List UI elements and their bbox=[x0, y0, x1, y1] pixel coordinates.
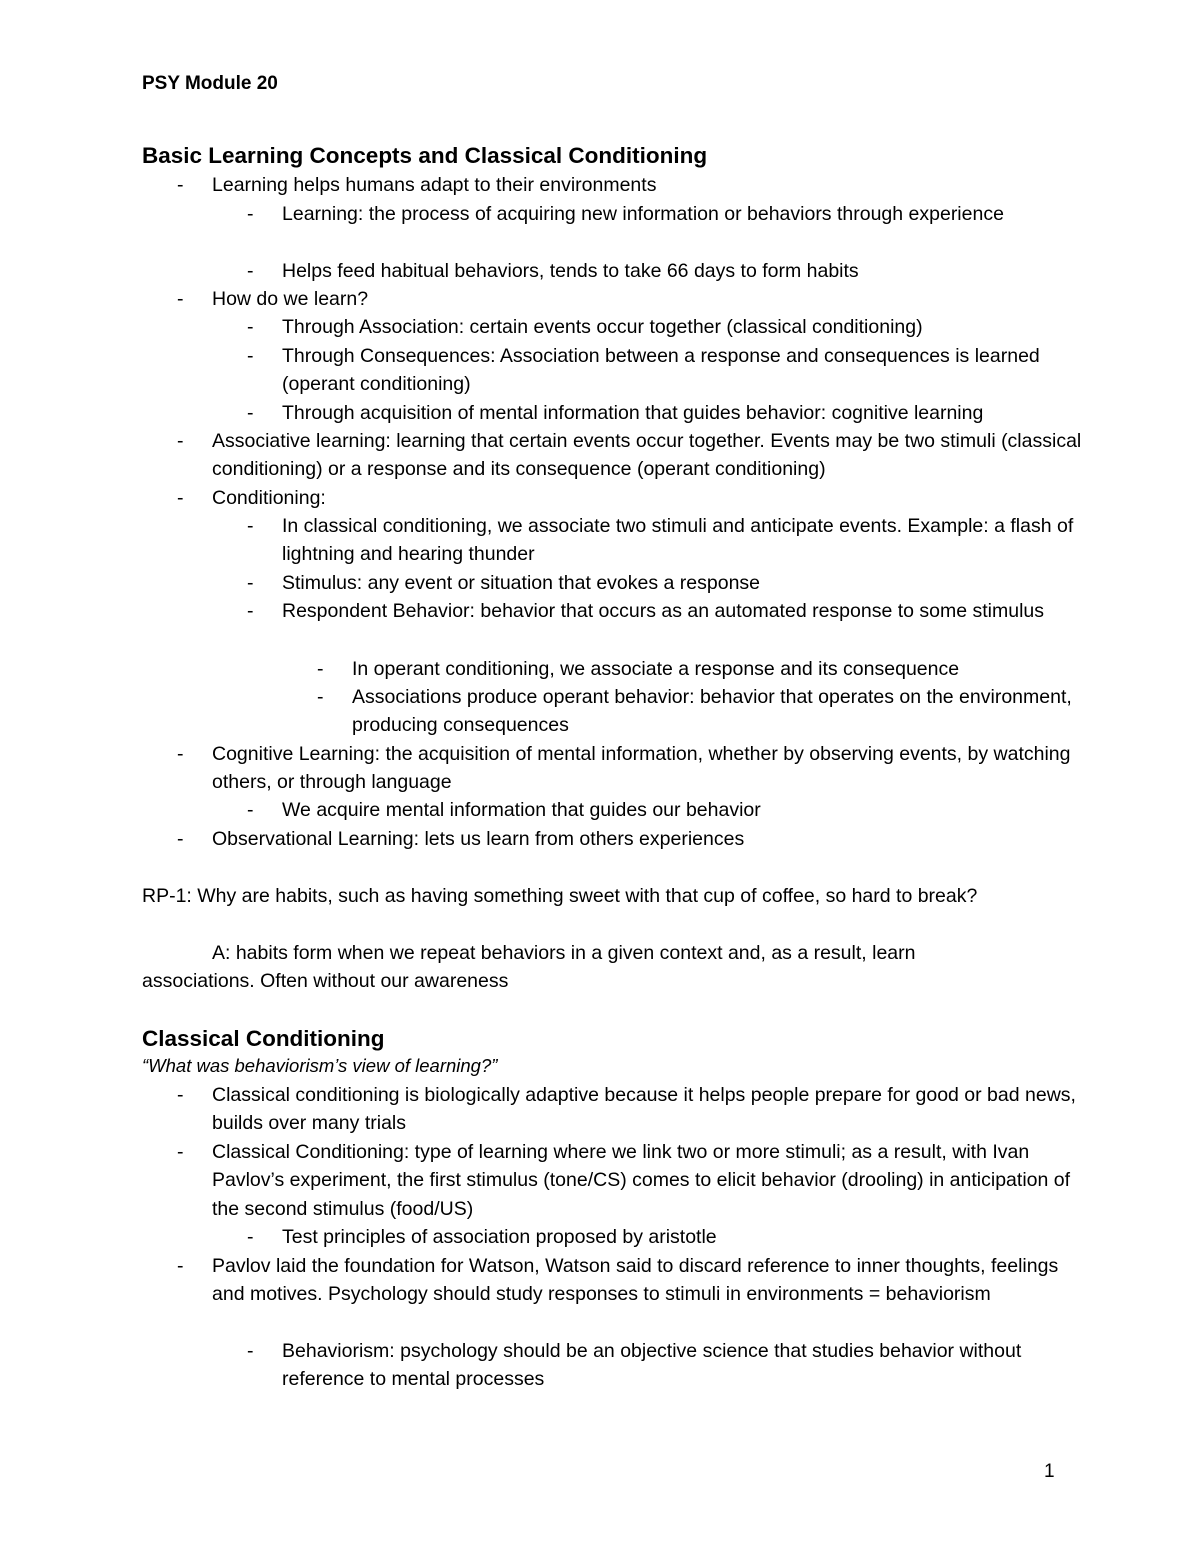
list-item: - Learning helps humans adapt to their environments bbox=[177, 174, 657, 196]
section-subtitle: “What was behaviorism’s view of learning?” bbox=[142, 1055, 498, 1076]
list-item: - Cognitive Learning: the acquisition of mental information, whether by observing events, by watching others, or through language bbox=[177, 743, 1071, 794]
page-number: 1 bbox=[1044, 1461, 1055, 1482]
review-answer: A: habits form when we repeat behaviors in a given context and, as a result, learn associations. Often without our awareness bbox=[142, 942, 916, 993]
list-item: - Helps feed habitual behaviors, tends to take 66 days to form habits bbox=[247, 260, 859, 282]
list-item: - Through acquisition of mental information that guides behavior: cognitive learning bbox=[247, 402, 984, 424]
section-heading-basic-learning: Basic Learning Concepts and Classical Conditioning bbox=[142, 143, 708, 168]
review-question: RP-1: Why are habits, such as having something sweet with that cup of coffee, so hard to break? bbox=[142, 885, 978, 907]
list-item: - Behaviorism: psychology should be an objective science that studies behavior without reference to mental processes bbox=[247, 1340, 1022, 1391]
list-item: - Pavlov laid the foundation for Watson, Watson said to discard reference to inner thoughts, feelings and motives. Psychology should study responses to stimuli in environments = behaviorism bbox=[177, 1255, 1059, 1306]
list-item: - Test principles of association proposed by aristotle bbox=[247, 1226, 717, 1248]
list-item: - Learning: the process of acquiring new information or behaviors through experience bbox=[247, 203, 1004, 225]
section-heading-classical-conditioning: Classical Conditioning bbox=[142, 1026, 385, 1051]
list-item: - In operant conditioning, we associate a response and its consequence bbox=[317, 658, 960, 680]
list-item: - Associative learning: learning that certain events occur together. Events may be two stimuli (classical conditioning) or a response and its consequence (operant conditioning) bbox=[177, 430, 1082, 481]
list-item: - Observational Learning: lets us learn from others experiences bbox=[177, 828, 745, 850]
list-item: - Classical conditioning is biologically adaptive because it helps people prepare for good or bad news, builds over many trials bbox=[177, 1084, 1076, 1135]
list-item: - Through Association: certain events occur together (classical conditioning) bbox=[247, 316, 923, 338]
list-item: - In classical conditioning, we associate two stimuli and anticipate events. Example: a flash of lightning and hearing thunder bbox=[247, 515, 1074, 566]
list-item: - We acquire mental information that guides our behavior bbox=[247, 799, 761, 821]
list-item: - Respondent Behavior: behavior that occurs as an automated response to some stimulus bbox=[247, 600, 1045, 622]
list-item: - Classical Conditioning: type of learning where we link two or more stimuli; as a result, with Ivan Pavlov’s experiment, the first stimulus (tone/CS) comes to elicit behavior (drooling) in anticipation of the second stimulus (food/US) bbox=[177, 1141, 1071, 1220]
list-item: - Conditioning: bbox=[177, 487, 326, 509]
list-item: - Associations produce operant behavior: behavior that operates on the environment, producing consequences bbox=[317, 686, 1072, 737]
document-title: PSY Module 20 bbox=[142, 73, 278, 94]
list-item: - Through Consequences: Association between a response and consequences is learned (operant conditioning) bbox=[247, 345, 1040, 396]
list-item: - How do we learn? bbox=[177, 288, 369, 310]
list-item: - Stimulus: any event or situation that evokes a response bbox=[247, 572, 761, 594]
